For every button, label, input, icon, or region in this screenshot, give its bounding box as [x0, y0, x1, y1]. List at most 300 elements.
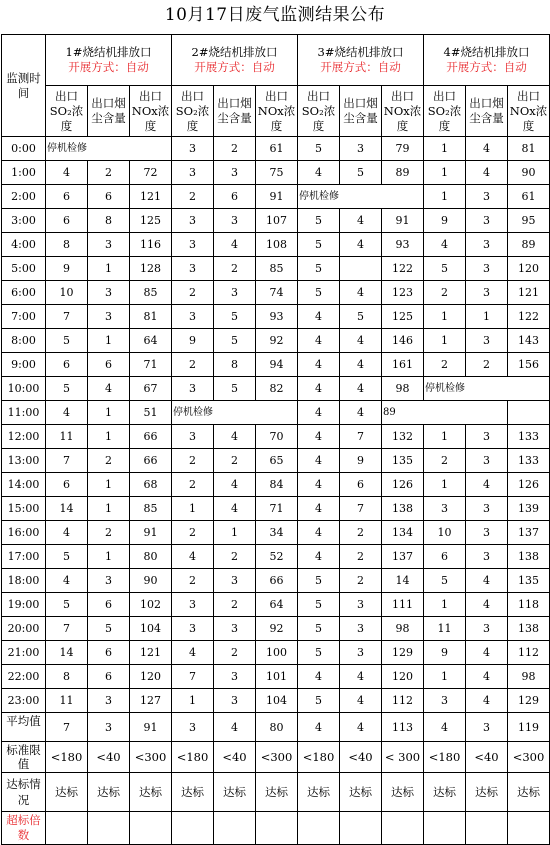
status-cell: 达标 — [256, 773, 298, 812]
limit-cell: <180 — [172, 742, 214, 773]
value-cell: 2 — [172, 449, 214, 473]
value-cell: 4 — [214, 425, 256, 449]
over-cell — [88, 812, 130, 845]
value-cell: 3 — [214, 689, 256, 713]
limit-cell: <40 — [88, 742, 130, 773]
value-cell: 3 — [466, 257, 508, 281]
value-cell: 121 — [130, 641, 172, 665]
table-row — [2, 329, 550, 353]
time-cell: 16:00 — [2, 521, 46, 545]
status-note: 停机检修 — [46, 137, 172, 161]
value-cell: 8 — [88, 209, 130, 233]
table-row — [2, 209, 550, 233]
value-cell: 3 — [466, 545, 508, 569]
value-cell: 5 — [298, 617, 340, 641]
status-cell: 达标 — [130, 773, 172, 812]
avg-cell: 3 — [88, 713, 130, 742]
over-cell — [298, 812, 340, 845]
avg-cell: 119 — [508, 713, 550, 742]
value-cell: 7 — [340, 425, 382, 449]
value-cell: 133 — [508, 425, 550, 449]
value-cell: 118 — [508, 593, 550, 617]
value-cell: 126 — [382, 473, 424, 497]
avg-cell: 3 — [466, 713, 508, 742]
value-cell: 66 — [130, 425, 172, 449]
value-cell: 111 — [382, 593, 424, 617]
value-cell: 3 — [340, 137, 382, 161]
value-cell: 7 — [46, 449, 88, 473]
value-cell: 1 — [172, 497, 214, 521]
table-row — [2, 233, 550, 257]
value-cell: 91 — [130, 521, 172, 545]
value-cell: 3 — [214, 665, 256, 689]
status-note: 89 — [382, 401, 508, 425]
time-cell: 18:00 — [2, 569, 46, 593]
time-cell: 22:00 — [2, 665, 46, 689]
value-cell: 2 — [214, 449, 256, 473]
value-cell: 3 — [424, 689, 466, 713]
value-cell: 1 — [88, 329, 130, 353]
value-cell: 121 — [508, 281, 550, 305]
value-cell: 2 — [172, 353, 214, 377]
value-cell: 4 — [46, 161, 88, 185]
value-cell: 75 — [256, 161, 298, 185]
table-row — [2, 353, 550, 377]
value-cell: 4 — [466, 665, 508, 689]
table-row — [2, 161, 550, 185]
value-cell: 2 — [424, 353, 466, 377]
dust-header: 出口烟尘含量 — [214, 86, 256, 137]
value-cell: 3 — [466, 329, 508, 353]
value-cell: 1 — [88, 497, 130, 521]
value-cell: 4 — [340, 689, 382, 713]
time-cell: 6:00 — [2, 281, 46, 305]
over-cell — [424, 812, 466, 845]
value-cell: 126 — [508, 473, 550, 497]
table-row — [2, 449, 550, 473]
value-cell: 3 — [172, 617, 214, 641]
table-row — [2, 569, 550, 593]
value-cell: 74 — [256, 281, 298, 305]
subheader-row — [2, 86, 550, 137]
value-cell: 3 — [88, 305, 130, 329]
value-cell: 82 — [256, 377, 298, 401]
value-cell: 5 — [340, 305, 382, 329]
value-cell: 5 — [298, 209, 340, 233]
value-cell: 1 — [424, 161, 466, 185]
group-mode: 开展方式：自动 — [194, 60, 275, 74]
table-row — [2, 425, 550, 449]
time-cell: 3:00 — [2, 209, 46, 233]
value-cell: 5 — [298, 281, 340, 305]
value-cell: 3 — [88, 281, 130, 305]
value-cell: 6 — [214, 185, 256, 209]
value-cell: 2 — [172, 473, 214, 497]
value-cell: 67 — [130, 377, 172, 401]
table-row — [2, 257, 550, 281]
time-header: 监测时间 — [2, 35, 46, 137]
value-cell: 1 — [88, 401, 130, 425]
value-cell: 3 — [172, 209, 214, 233]
value-cell: 3 — [88, 689, 130, 713]
time-cell: 23:00 — [2, 689, 46, 713]
value-cell: 1 — [466, 305, 508, 329]
value-cell: 9 — [46, 257, 88, 281]
table-row — [2, 689, 550, 713]
value-cell: 1 — [424, 185, 466, 209]
value-cell: 90 — [130, 569, 172, 593]
value-cell: 143 — [508, 329, 550, 353]
limit-cell: <40 — [466, 742, 508, 773]
value-cell: 2 — [88, 161, 130, 185]
limit-cell: <300 — [508, 742, 550, 773]
value-cell: 133 — [508, 449, 550, 473]
value-cell: 66 — [256, 569, 298, 593]
time-cell: 2:00 — [2, 185, 46, 209]
status-cell: 达标 — [298, 773, 340, 812]
value-cell: 138 — [508, 545, 550, 569]
value-cell: 129 — [508, 689, 550, 713]
status-cell: 达标 — [214, 773, 256, 812]
value-cell: 6 — [340, 473, 382, 497]
value-cell: 3 — [214, 161, 256, 185]
status-label: 达标情况 — [2, 773, 46, 812]
value-cell: 3 — [88, 233, 130, 257]
status-row — [2, 773, 550, 812]
avg-cell: 4 — [214, 713, 256, 742]
avg-cell: 113 — [382, 713, 424, 742]
value-cell: 3 — [172, 161, 214, 185]
group-name: 3#烧结机排放口 — [317, 45, 404, 59]
value-cell: 8 — [46, 665, 88, 689]
value-cell: 4 — [340, 377, 382, 401]
value-cell: 2 — [214, 593, 256, 617]
value-cell: 108 — [256, 233, 298, 257]
value-cell: 121 — [130, 185, 172, 209]
value-cell: 2 — [340, 545, 382, 569]
value-cell: 3 — [214, 569, 256, 593]
value-cell: 138 — [508, 617, 550, 641]
table-body — [2, 35, 550, 845]
value-cell: 3 — [466, 449, 508, 473]
value-cell: 139 — [508, 497, 550, 521]
value-cell: 71 — [130, 353, 172, 377]
group-mode: 开展方式：自动 — [320, 60, 401, 74]
group-header — [424, 35, 550, 86]
status-cell: 达标 — [88, 773, 130, 812]
value-cell: 4 — [340, 209, 382, 233]
value-cell: 3 — [214, 617, 256, 641]
value-cell: 90 — [508, 161, 550, 185]
value-cell: 5 — [298, 257, 340, 281]
value-cell: 93 — [256, 305, 298, 329]
value-cell: 9 — [172, 329, 214, 353]
value-cell: 104 — [256, 689, 298, 713]
value-cell: 1 — [88, 257, 130, 281]
value-cell: 116 — [130, 233, 172, 257]
value-cell: 125 — [130, 209, 172, 233]
value-cell: 134 — [382, 521, 424, 545]
value-cell: 3 — [340, 617, 382, 641]
status-cell: 达标 — [508, 773, 550, 812]
table-row — [2, 377, 550, 401]
table-row — [2, 137, 550, 161]
status-cell: 达标 — [466, 773, 508, 812]
value-cell: 80 — [130, 545, 172, 569]
value-cell: 7 — [46, 617, 88, 641]
value-cell: 70 — [256, 425, 298, 449]
value-cell: 89 — [508, 233, 550, 257]
avg-label: 平均值 — [2, 713, 46, 742]
value-cell: 4 — [466, 569, 508, 593]
value-cell: 79 — [382, 137, 424, 161]
value-cell: 6 — [46, 473, 88, 497]
value-cell: 7 — [340, 497, 382, 521]
value-cell: 4 — [172, 545, 214, 569]
value-cell: 6 — [46, 353, 88, 377]
value-cell: 14 — [46, 497, 88, 521]
value-cell: 3 — [214, 209, 256, 233]
value-cell: 66 — [130, 449, 172, 473]
limit-cell: <180 — [298, 742, 340, 773]
value-cell: 1 — [424, 593, 466, 617]
table-row — [2, 593, 550, 617]
value-cell: 3 — [172, 137, 214, 161]
over-cell — [130, 812, 172, 845]
group-mode: 开展方式：自动 — [68, 60, 149, 74]
value-cell: 4 — [340, 401, 382, 425]
value-cell: 95 — [508, 209, 550, 233]
value-cell: 11 — [46, 689, 88, 713]
avg-cell: 3 — [172, 713, 214, 742]
nox-header: 出口NOx浓度 — [130, 86, 172, 137]
value-cell: 3 — [172, 257, 214, 281]
status-note: 停机检修 — [424, 377, 550, 401]
value-cell: 52 — [256, 545, 298, 569]
nox-header: 出口NOx浓度 — [382, 86, 424, 137]
value-cell: 11 — [46, 425, 88, 449]
value-cell: 122 — [508, 305, 550, 329]
value-cell: 9 — [424, 209, 466, 233]
value-cell: 104 — [130, 617, 172, 641]
value-cell: 4 — [214, 473, 256, 497]
table-row — [2, 641, 550, 665]
avg-cell: 4 — [298, 713, 340, 742]
value-cell: 4 — [298, 449, 340, 473]
value-cell: 64 — [256, 593, 298, 617]
value-cell: 98 — [382, 617, 424, 641]
value-cell: 4 — [298, 521, 340, 545]
avg-cell: 80 — [256, 713, 298, 742]
over-row — [2, 812, 550, 845]
over-cell — [214, 812, 256, 845]
value-cell: 4 — [466, 689, 508, 713]
limit-cell: <300 — [130, 742, 172, 773]
value-cell: 5 — [214, 377, 256, 401]
value-cell: 1 — [214, 521, 256, 545]
status-cell: 达标 — [46, 773, 88, 812]
value-cell: 6 — [424, 545, 466, 569]
value-cell: 5 — [46, 377, 88, 401]
value-cell: 2 — [172, 281, 214, 305]
value-cell: 4 — [466, 161, 508, 185]
value-cell: 2 — [424, 449, 466, 473]
value-cell: 5 — [424, 569, 466, 593]
status-cell: 达标 — [340, 773, 382, 812]
over-label: 超标倍数 — [2, 812, 46, 845]
dust-header: 出口烟尘含量 — [88, 86, 130, 137]
value-cell: 4 — [46, 401, 88, 425]
value-cell: 4 — [340, 233, 382, 257]
value-cell: 81 — [508, 137, 550, 161]
value-cell: 3 — [172, 593, 214, 617]
table-row — [2, 545, 550, 569]
group-header — [46, 35, 172, 86]
table-row — [2, 401, 550, 425]
value-cell: 4 — [424, 233, 466, 257]
value-cell: 3 — [340, 593, 382, 617]
over-cell — [46, 812, 88, 845]
value-cell: 85 — [130, 497, 172, 521]
table-row — [2, 473, 550, 497]
limit-cell: <180 — [424, 742, 466, 773]
value-cell: 137 — [508, 521, 550, 545]
value-cell: 4 — [46, 569, 88, 593]
value-cell: 5 — [298, 641, 340, 665]
table-row — [2, 617, 550, 641]
value-cell: 3 — [466, 185, 508, 209]
limit-cell: < 300 — [382, 742, 424, 773]
group-header — [172, 35, 298, 86]
dust-header: 出口烟尘含量 — [466, 86, 508, 137]
avg-row — [2, 713, 550, 742]
value-cell: 5 — [298, 569, 340, 593]
over-cell — [382, 812, 424, 845]
avg-cell: 4 — [340, 713, 382, 742]
value-cell: 2 — [172, 569, 214, 593]
value-cell: 61 — [256, 137, 298, 161]
value-cell: 5 — [46, 329, 88, 353]
status-cell: 达标 — [172, 773, 214, 812]
value-cell: 61 — [508, 185, 550, 209]
time-cell: 14:00 — [2, 473, 46, 497]
value-cell: 6 — [88, 593, 130, 617]
so2-header: 出口SO₂浓度 — [298, 86, 340, 137]
value-cell: 94 — [256, 353, 298, 377]
value-cell: 6 — [88, 353, 130, 377]
value-cell: 1 — [424, 137, 466, 161]
value-cell: 120 — [508, 257, 550, 281]
value-cell: 71 — [256, 497, 298, 521]
time-cell: 10:00 — [2, 377, 46, 401]
value-cell: 5 — [214, 305, 256, 329]
value-cell: 5 — [298, 689, 340, 713]
value-cell: 10 — [46, 281, 88, 305]
value-cell: 4 — [298, 473, 340, 497]
value-cell: 91 — [382, 209, 424, 233]
value-cell: 5 — [46, 545, 88, 569]
value-cell: 4 — [46, 521, 88, 545]
value-cell: 3 — [88, 569, 130, 593]
value-cell: 84 — [256, 473, 298, 497]
value-cell: 4 — [298, 353, 340, 377]
table-row — [2, 521, 550, 545]
status-note: 停机检修 — [298, 185, 424, 209]
so2-header: 出口SO₂浓度 — [172, 86, 214, 137]
value-cell: 4 — [340, 665, 382, 689]
value-cell: 122 — [382, 257, 424, 281]
value-cell: 127 — [130, 689, 172, 713]
value-cell: 146 — [382, 329, 424, 353]
value-cell: 14 — [382, 569, 424, 593]
value-cell: 137 — [382, 545, 424, 569]
group-name: 1#烧结机排放口 — [65, 45, 152, 59]
so2-header: 出口SO₂浓度 — [46, 86, 88, 137]
value-cell: 2 — [340, 521, 382, 545]
value-cell: 6 — [88, 641, 130, 665]
over-cell — [508, 812, 550, 845]
value-cell: 10 — [424, 521, 466, 545]
value-cell: 64 — [130, 329, 172, 353]
value-cell: 5 — [214, 329, 256, 353]
limit-label: 标准限值 — [2, 742, 46, 773]
value-cell: 4 — [298, 401, 340, 425]
value-cell: 5 — [298, 593, 340, 617]
limit-cell: <300 — [256, 742, 298, 773]
value-cell: 138 — [382, 497, 424, 521]
value-cell: 92 — [256, 329, 298, 353]
group-name: 4#烧结机排放口 — [443, 45, 530, 59]
time-cell: 15:00 — [2, 497, 46, 521]
so2-header: 出口SO₂浓度 — [424, 86, 466, 137]
group-mode: 开展方式：自动 — [446, 60, 527, 74]
over-cell — [340, 812, 382, 845]
value-cell: 132 — [382, 425, 424, 449]
value-cell: 11 — [424, 617, 466, 641]
value-cell: 5 — [88, 617, 130, 641]
time-cell: 4:00 — [2, 233, 46, 257]
value-cell: 5 — [298, 233, 340, 257]
time-cell: 12:00 — [2, 425, 46, 449]
value-cell: 3 — [466, 617, 508, 641]
time-cell: 21:00 — [2, 641, 46, 665]
value-cell: 4 — [298, 305, 340, 329]
value-cell: 2 — [214, 257, 256, 281]
over-cell — [172, 812, 214, 845]
value-cell: 2 — [214, 641, 256, 665]
value-cell: 1 — [424, 329, 466, 353]
value-cell: 8 — [214, 353, 256, 377]
value-cell: 3 — [466, 521, 508, 545]
group-header — [298, 35, 424, 86]
value-cell: 5 — [46, 593, 88, 617]
value-cell: 4 — [466, 641, 508, 665]
value-cell: 14 — [46, 641, 88, 665]
value-cell: 1 — [172, 689, 214, 713]
value-cell: 156 — [508, 353, 550, 377]
value-cell: 2 — [172, 185, 214, 209]
value-cell: 7 — [172, 665, 214, 689]
value-cell: 120 — [382, 665, 424, 689]
avg-cell: 4 — [424, 713, 466, 742]
status-note: 停机检修 — [172, 401, 298, 425]
table-row — [2, 305, 550, 329]
value-cell: 123 — [382, 281, 424, 305]
value-cell: 5 — [298, 137, 340, 161]
value-cell: 112 — [508, 641, 550, 665]
table-row — [2, 281, 550, 305]
value-cell: 4 — [340, 329, 382, 353]
